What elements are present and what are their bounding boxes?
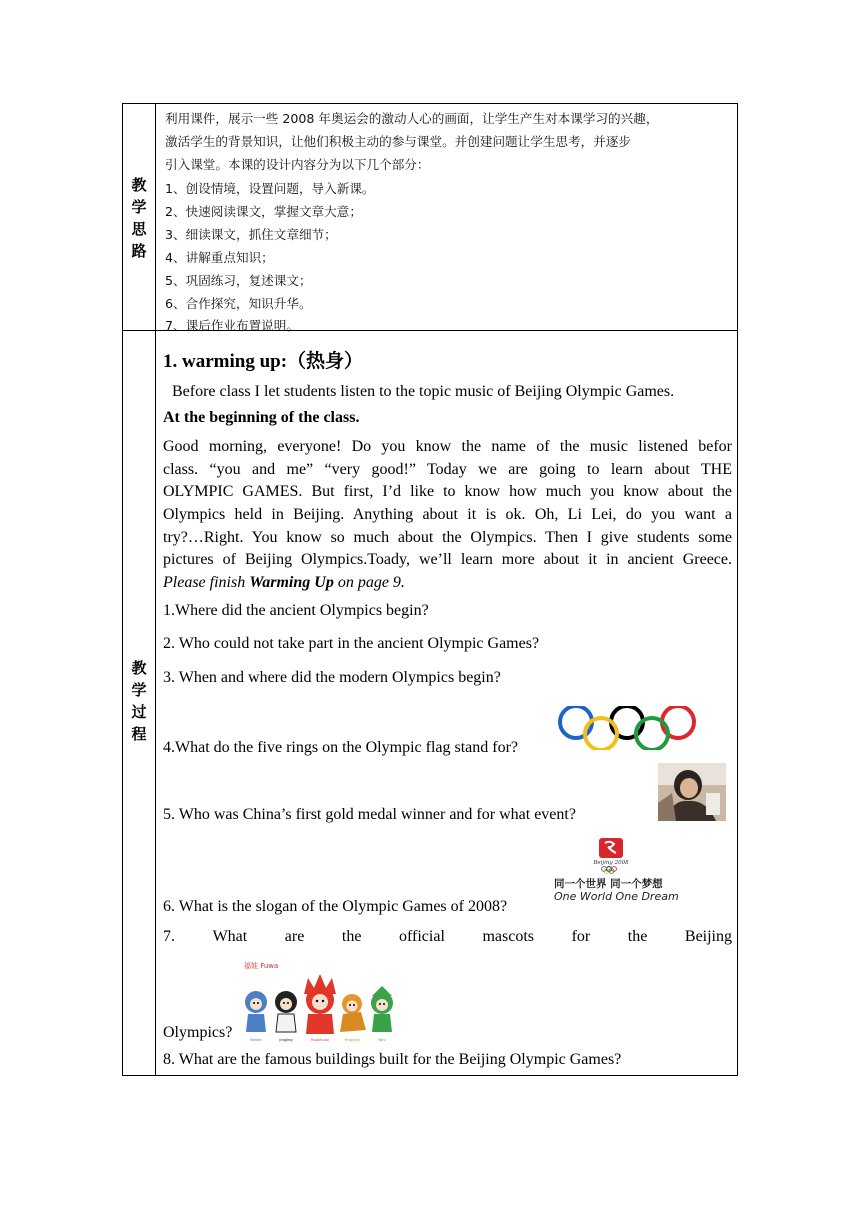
- fuwa-mascots-image: [242, 956, 410, 1046]
- label-char: 思: [131, 220, 147, 238]
- question-2: 2. Who could not take part in the ancient Olympic Games?: [163, 635, 540, 652]
- para-line: pictures of Beijing Olympics.Toady, we’ll learn more about it in ancient Greece.: [163, 551, 732, 568]
- teaching-idea-row: [123, 104, 737, 331]
- section-heading: 1. warming up:（热身）: [163, 351, 364, 372]
- question-7-end: Olympics?: [163, 1024, 233, 1041]
- idea-line: 6、合作探究，知识升华。: [165, 296, 312, 311]
- mascot-beibei: [245, 991, 267, 1032]
- label-char: 教: [131, 176, 147, 194]
- slogan-chinese: 同一个世界 同一个梦想: [554, 878, 663, 890]
- idea-line: 3、细读课文，抓住文章细节；: [165, 227, 337, 242]
- label-char: 过: [131, 703, 147, 721]
- idea-line: 1、创设情境，设置问题，导入新课。: [165, 181, 375, 196]
- label-char: 学: [131, 681, 147, 699]
- teaching-idea-label-cell: [123, 104, 156, 330]
- question-4: 4.What do the five rings on the Olympic flag stand for?: [163, 739, 519, 756]
- idea-line: 激活学生的背景知识，让他们积极主动的参与课堂。并创建问题让学生思考，并逐步: [165, 134, 631, 149]
- label-char: 教: [131, 659, 147, 677]
- idea-line: 利用课件，展示一些 2008 年奥运会的激动人心的画面，让学生产生对本课学习的兴趣，: [165, 111, 659, 126]
- question-8: 8. What are the famous buildings built for the Beijing Olympic Games?: [163, 1051, 622, 1068]
- label-char: 学: [131, 198, 147, 216]
- para-line: class. “you and me” “very good!” Today we are going to learn about THE: [163, 461, 732, 478]
- para-line: try?…Right. You know so much about the Olympics. Then I give students some: [163, 529, 732, 546]
- instruction-text: on page 9.: [333, 574, 405, 591]
- ring-green: [636, 718, 668, 750]
- question-6: 6. What is the slogan of the Olympic Games of 2008?: [163, 898, 508, 915]
- mascot-title: 福娃 Fuwa: [244, 962, 279, 970]
- idea-line: 7、课后作业布置说明。: [165, 318, 299, 333]
- q7-word: the: [341, 928, 362, 945]
- label-char: 路: [131, 242, 147, 260]
- mascot-jingjing: [275, 991, 297, 1032]
- teaching-process-content: [156, 331, 737, 1075]
- mascot-yingying: [340, 994, 366, 1032]
- question-3: 3. When and where did the modern Olympics begin?: [163, 669, 501, 686]
- instruction-text: Please finish: [163, 574, 250, 591]
- teaching-process-label-cell: [123, 331, 156, 1075]
- question-5: 5. Who was China’s first gold medal winner and for what event?: [163, 806, 576, 823]
- para-line: OLYMPIC GAMES. But first, I’d like to know how much you know about the: [163, 483, 732, 500]
- para-line: Olympics held in Beijing. Anything about it is ok. Oh, Li Lei, do you want a: [163, 506, 732, 523]
- idea-line: 4、讲解重点知识；: [165, 250, 274, 265]
- q7-word: official: [398, 928, 445, 945]
- mascot-nini: [371, 986, 393, 1032]
- intro-text: Before class I let students listen to the topic music of Beijing Olympic Games.: [172, 383, 675, 400]
- idea-line: 引入课堂。本课的设计内容分为以下几个部分：: [165, 157, 430, 172]
- gold-medalist-photo: [658, 763, 726, 821]
- mini-rings-icon: [602, 867, 617, 874]
- question-7-line: [163, 928, 732, 946]
- ring-blue: [560, 706, 592, 738]
- mascot-name: Nini: [378, 1038, 386, 1042]
- q7-word: the: [627, 928, 648, 945]
- idea-line: 5、巩固练习，复述课文；: [165, 273, 312, 288]
- teaching-process-label: [123, 657, 155, 745]
- mascot-name: Jingjing: [279, 1038, 293, 1042]
- mascot-huanhuan: [304, 974, 336, 1034]
- instruction-line: [163, 574, 405, 592]
- q7-word: Beijing: [684, 928, 732, 945]
- para-line: Good morning, everyone! Do you know the name of the music listened befor: [163, 438, 732, 455]
- question-1: 1.Where did the ancient Olympics begin?: [163, 602, 429, 619]
- slogan-english: One World One Dream: [554, 890, 679, 903]
- mascot-name: Beibei: [250, 1038, 262, 1042]
- q7-word: for: [571, 928, 591, 945]
- subheading: At the beginning of the class.: [163, 409, 360, 426]
- label-char: 程: [131, 725, 147, 743]
- instruction-emphasis: Warming Up: [249, 574, 334, 591]
- emblem-text: Beijing 2008: [593, 860, 629, 866]
- beijing-2008-emblem: [550, 835, 690, 905]
- q7-word: 7.: [163, 928, 175, 945]
- olympic-rings-image: [553, 706, 701, 750]
- q7-word: mascots: [482, 928, 534, 945]
- ring-yellow: [585, 718, 617, 750]
- lesson-plan-table: [122, 103, 738, 1076]
- teaching-process-row: [123, 331, 737, 1075]
- teaching-idea-content: [156, 104, 737, 333]
- mascot-name: Huanhuan: [310, 1038, 330, 1042]
- idea-line: 2、快速阅读课文，掌握文章大意；: [165, 204, 362, 219]
- q7-word: What: [212, 928, 248, 945]
- mascot-name: Yingying: [344, 1038, 360, 1042]
- teaching-idea-label: [123, 174, 155, 262]
- q7-word: are: [284, 928, 305, 945]
